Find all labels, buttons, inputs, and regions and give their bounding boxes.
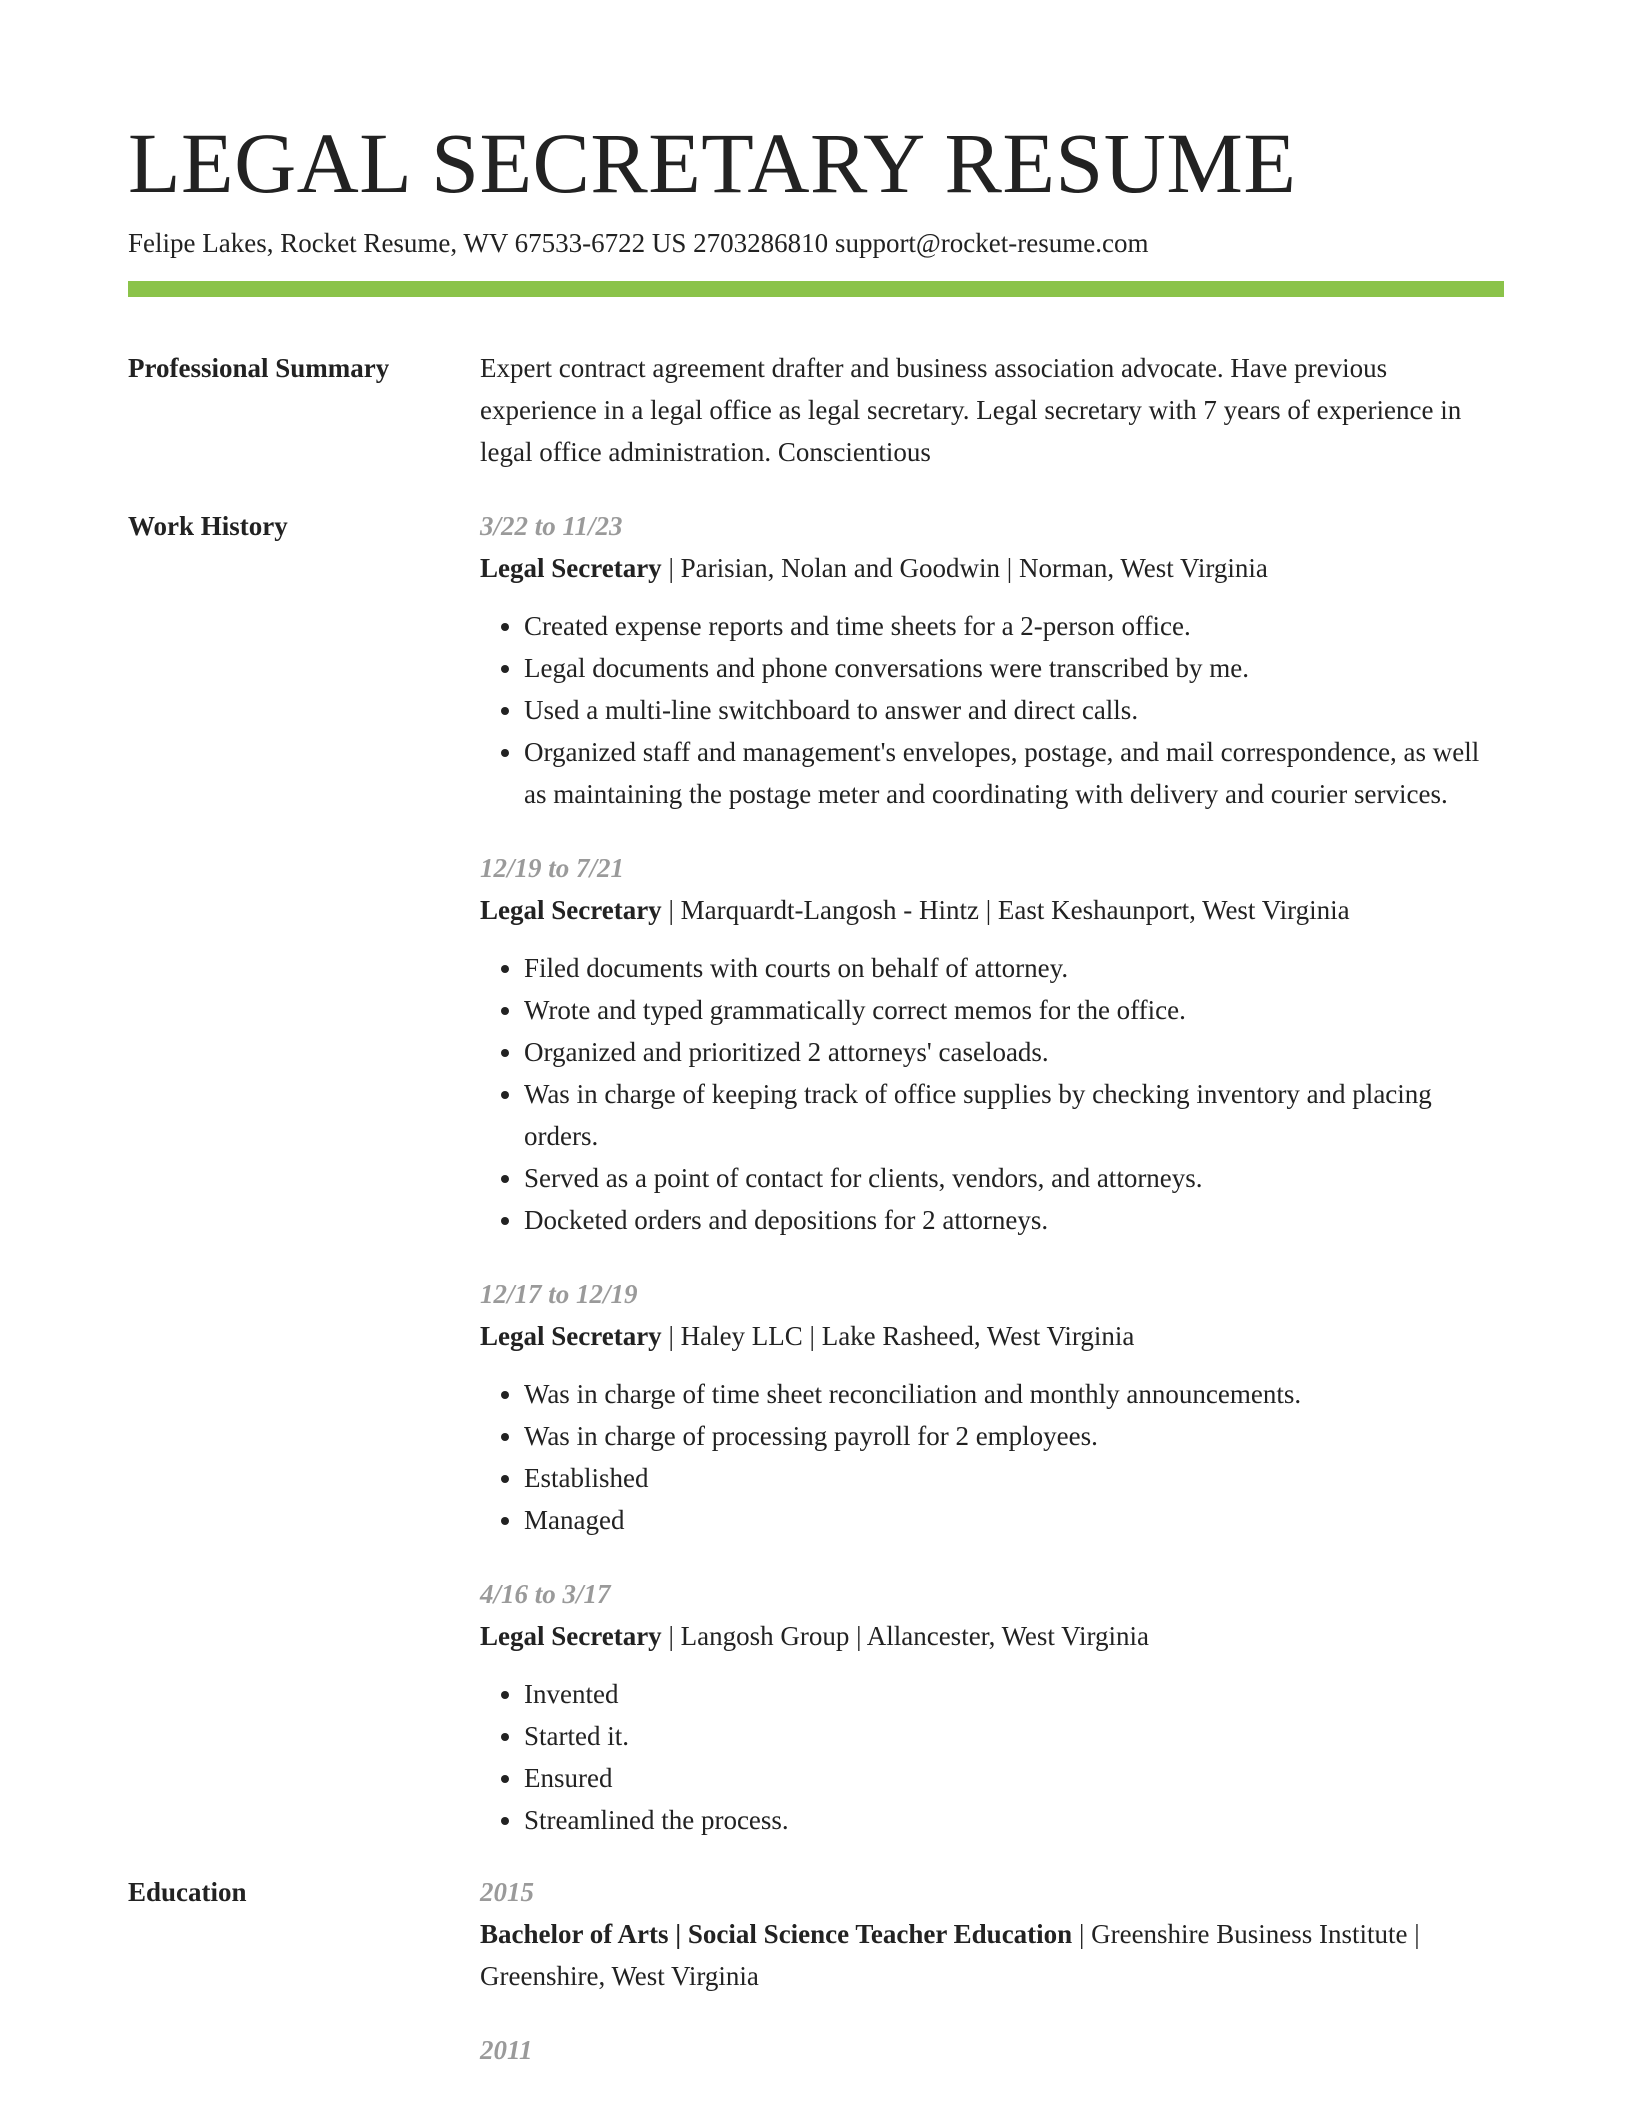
job-bullet: • Established bbox=[524, 1457, 1504, 1499]
job-bullet: • Ensured bbox=[524, 1757, 1504, 1799]
education-heading bbox=[480, 1913, 1504, 1997]
contact-line: Felipe Lakes, Rocket Resume, WV 67533-6722 US 2703286810 support@rocket-resume.com bbox=[128, 228, 1149, 259]
job-bullet: • Invented bbox=[524, 1673, 1504, 1715]
job-bullet: • Served as a point of contact for clients, vendors, and attorneys. bbox=[524, 1157, 1504, 1199]
job-bullets bbox=[480, 1373, 1504, 1541]
job-title: Legal Secretary bbox=[480, 1321, 662, 1352]
education-entry bbox=[480, 2029, 1504, 2071]
job-bullet: • Created expense reports and time sheets for a 2-person office. bbox=[524, 605, 1504, 647]
job-heading bbox=[480, 547, 1504, 589]
job-bullet: • Was in charge of keeping track of office supplies by checking inventory and placing orders. bbox=[524, 1073, 1504, 1157]
work-history-label: Work History bbox=[128, 511, 288, 542]
education-details: | Greenshire Business Institute | Greenshire, West Virginia bbox=[480, 1919, 1420, 1992]
job-bullet: • Legal documents and phone conversations were transcribed by me. bbox=[524, 647, 1504, 689]
education-degree: Bachelor of Arts | Social Science Teacher Education bbox=[480, 1919, 1073, 1950]
job-bullet: • Managed bbox=[524, 1499, 1504, 1541]
work-history-body bbox=[480, 505, 1504, 1841]
job-heading bbox=[480, 1315, 1504, 1357]
job-bullet: • Was in charge of processing payroll for 2 employees. bbox=[524, 1415, 1504, 1457]
job-entry bbox=[480, 847, 1504, 1241]
job-bullet: • Used a multi-line switchboard to answer and direct calls. bbox=[524, 689, 1504, 731]
education-label: Education bbox=[128, 1877, 247, 1908]
education-year: 2015 bbox=[480, 1877, 534, 1908]
job-title: Legal Secretary bbox=[480, 553, 662, 584]
summary-label: Professional Summary bbox=[128, 353, 390, 384]
job-dates: 12/19 to 7/21 bbox=[480, 853, 625, 884]
job-heading bbox=[480, 889, 1504, 931]
job-entry bbox=[480, 1273, 1504, 1541]
job-bullet: • Filed documents with courts on behalf of attorney. bbox=[524, 947, 1504, 989]
summary-section bbox=[128, 347, 1504, 473]
education-section bbox=[128, 1871, 1504, 2103]
job-details: | Haley LLC | Lake Rasheed, West Virginia bbox=[661, 1321, 1135, 1352]
job-entry bbox=[480, 505, 1504, 815]
job-heading bbox=[480, 1615, 1504, 1657]
job-bullet: • Docketed orders and depositions for 2 attorneys. bbox=[524, 1199, 1504, 1241]
job-bullets bbox=[480, 605, 1504, 815]
summary-text: Expert contract agreement drafter and business association advocate. Have previous experience in a legal office as legal secretary. Legal secretary with 7 years of experience in legal office administration. Conscientious bbox=[480, 353, 1462, 468]
job-details: | Parisian, Nolan and Goodwin | Norman, West Virginia bbox=[661, 553, 1268, 584]
job-bullet: • Started it. bbox=[524, 1715, 1504, 1757]
job-details: | Marquardt-Langosh - Hintz | East Keshaunport, West Virginia bbox=[661, 895, 1350, 926]
job-bullet: • Was in charge of time sheet reconciliation and monthly announcements. bbox=[524, 1373, 1504, 1415]
work-history-section bbox=[128, 505, 1504, 1841]
job-bullet: • Streamlined the process. bbox=[524, 1799, 1504, 1841]
job-dates: 12/17 to 12/19 bbox=[480, 1279, 638, 1310]
resume-title: LEGAL SECRETARY RESUME bbox=[128, 115, 1297, 211]
header-divider bbox=[128, 281, 1504, 297]
job-title: Legal Secretary bbox=[480, 895, 662, 926]
job-dates: 4/16 to 3/17 bbox=[480, 1579, 611, 1610]
job-title: Legal Secretary bbox=[480, 1621, 662, 1652]
job-details: | Langosh Group | Allancester, West Virginia bbox=[661, 1621, 1150, 1652]
job-bullet: • Organized staff and management's envelopes, postage, and mail correspondence, as well as maintaining the postage meter and coordinating with delivery and courier services. bbox=[524, 731, 1504, 815]
job-bullets bbox=[480, 947, 1504, 1241]
education-body bbox=[480, 1871, 1504, 2103]
job-entry bbox=[480, 1573, 1504, 1841]
job-bullet: • Organized and prioritized 2 attorneys' caseloads. bbox=[524, 1031, 1504, 1073]
job-dates: 3/22 to 11/23 bbox=[480, 511, 623, 542]
resume-page bbox=[128, 0, 1504, 2103]
job-bullets bbox=[480, 1673, 1504, 1841]
education-year: 2011 bbox=[480, 2035, 533, 2066]
education-entry bbox=[480, 1871, 1504, 1997]
job-bullet: • Wrote and typed grammatically correct memos for the office. bbox=[524, 989, 1504, 1031]
